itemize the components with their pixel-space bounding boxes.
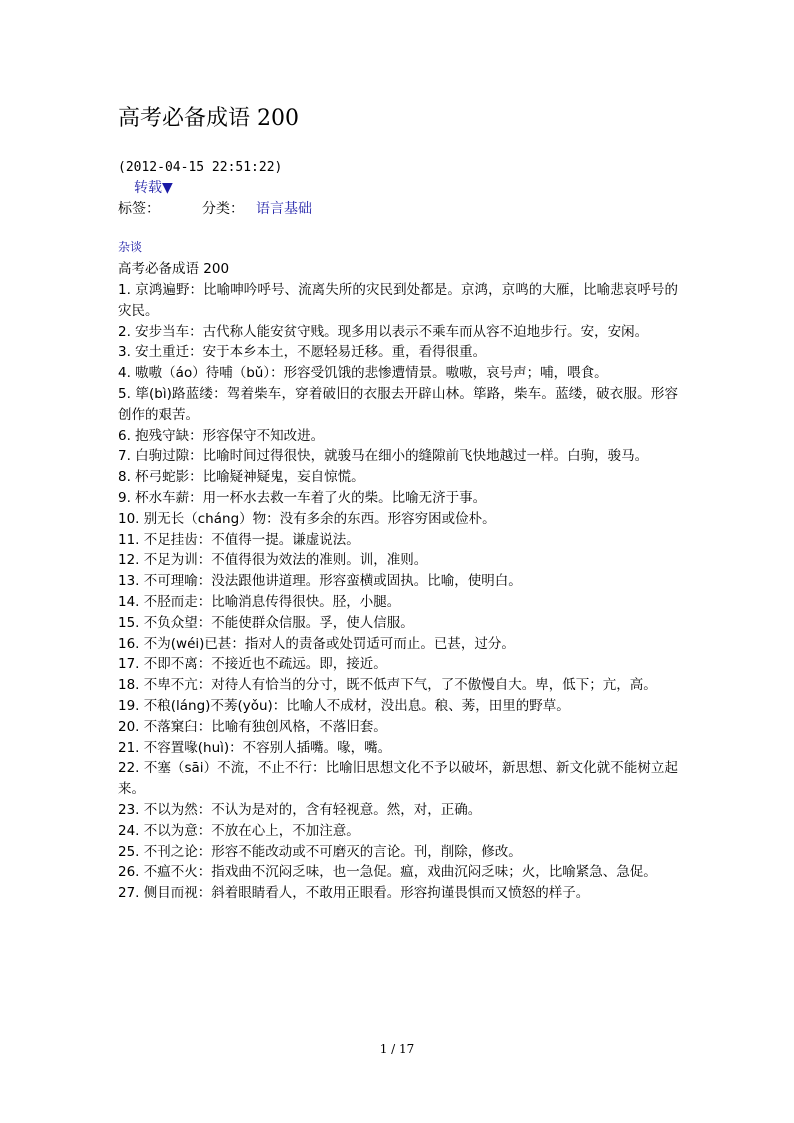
idiom-entry: 9. 杯水车薪：用一杯水去救一车着了火的柴。比喻无济于事。 <box>118 489 487 506</box>
reprint-link[interactable]: 转载▼ <box>134 180 173 196</box>
category-label: 分类： <box>202 201 244 217</box>
idiom-entry: 6. 抱残守缺：形容保守不知改进。 <box>118 427 325 444</box>
idiom-entry: 15. 不负众望：不能使群众信服。孚，使人信服。 <box>118 614 414 631</box>
idiom-entry: 18. 不卑不亢：对待人有恰当的分寸，既不低声下气，了不傲慢自大。卑，低下；亢，高。 <box>118 677 657 694</box>
idiom-entry: 1. 京鸿遍野：比喻呻吟呼号、流离失所的灾民到处都是。京鸿，京鸣的大雁，比喻悲哀呼号的灾民。 <box>118 282 678 319</box>
post-meta-row <box>118 199 312 219</box>
idiom-entry: 11. 不足挂齿：不值得一提。谦虚说法。 <box>118 531 360 548</box>
idiom-entry: 14. 不胫而走：比喻消息传得很快。胫，小腿。 <box>118 593 401 610</box>
idiom-entry: 5. 筚(bì)路蓝缕：驾着柴车，穿着破旧的衣服去开辟山林。筚路，柴车。蓝缕，破衣服。形容创作的艰苦。 <box>118 385 678 423</box>
tags-label: 标签： <box>118 201 160 217</box>
post-date: (2012-04-15 22:51:22) <box>118 160 283 175</box>
idiom-entry: 20. 不落窠臼：比喻有独创风格，不落旧套。 <box>118 718 387 735</box>
idiom-entry: 21. 不容置喙(huì)：不容别人插嘴。喙，嘴。 <box>118 739 392 756</box>
idiom-entry: 19. 不稂(láng)不莠(yǒu)：比喻人不成材，没出息。稂、莠，田里的野草。 <box>118 697 570 714</box>
idiom-entry: 8. 杯弓蛇影：比喻疑神疑鬼，妄自惊慌。 <box>118 469 365 486</box>
idiom-entry: 25. 不刊之论：形容不能改动或不可磨灭的言论。刊，削除，修改。 <box>118 843 522 860</box>
idiom-list <box>118 280 678 904</box>
idiom-entry: 3. 安土重迁：安于本乡本土，不愿轻易迁移。重，看得很重。 <box>118 344 487 361</box>
category-link[interactable]: 语言基础 <box>256 201 312 217</box>
idiom-entry: 16. 不为(wéi)已甚：指对人的责备或处罚适可而止。已甚，过分。 <box>118 635 515 652</box>
idiom-entry: 23. 不以为然：不认为是对的，含有轻视意。然，对，正确。 <box>118 801 482 818</box>
idiom-entry: 4. 嗷嗷（áo）待哺（bǔ）：形容受饥饿的悲惨遭情景。嗷嗷，哀号声；哺，喂食。 <box>118 365 608 382</box>
idiom-entry: 26. 不瘟不火：指戏曲不沉闷乏味，也一急促。瘟，戏曲沉闷乏味；火，比喻紧急、急促。 <box>118 864 657 881</box>
idiom-entry: 10. 别无长（cháng）物：没有多余的东西。形容穷困或俭朴。 <box>118 510 496 527</box>
content-subtitle: 高考必备成语 200 <box>118 261 230 277</box>
section-tag-link[interactable]: 杂谈 <box>118 240 143 254</box>
page-title: 高考必备成语 200 <box>118 106 299 131</box>
idiom-entry: 17. 不即不离：不接近也不疏远。即，接近。 <box>118 656 387 673</box>
idiom-entry: 13. 不可理喻：没法跟他讲道理。形容蛮横或固执。比喻，使明白。 <box>118 573 522 590</box>
idiom-entry: 2. 安步当车：古代称人能安贫守贱。现多用以表示不乘车而从容不迫地步行。安，安闲。 <box>118 323 649 340</box>
idiom-entry: 24. 不以为意：不放在心上，不加注意。 <box>118 822 360 839</box>
idiom-entry: 22. 不塞（sāi）不流，不止不行：比喻旧思想文化不予以破坏，新思想、新文化就不能树立起来。 <box>118 760 678 798</box>
page-indicator: 1 / 17 <box>379 1042 415 1056</box>
idiom-entry: 27. 侧目而视：斜着眼睛看人，不敢用正眼看。形容拘谨畏惧而又愤怒的样子。 <box>118 885 590 902</box>
idiom-entry: 7. 白驹过隙：比喻时间过得很快，就骏马在细小的缝隙前飞快地越过一样。白驹，骏马。 <box>118 448 649 465</box>
idiom-entry: 12. 不足为训：不值得很为效法的准则。训，准则。 <box>118 552 428 569</box>
